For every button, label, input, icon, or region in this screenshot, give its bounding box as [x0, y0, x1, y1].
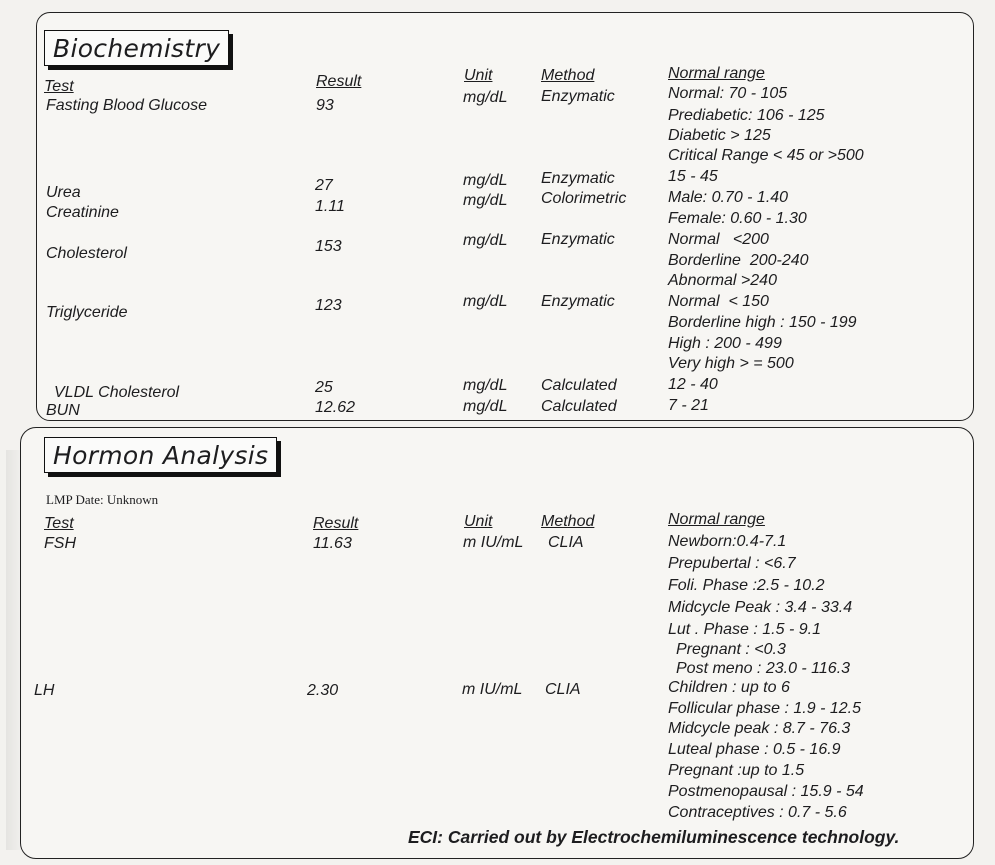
hormone-range-line: Lut . Phase : 1.5 - 9.1: [668, 621, 821, 638]
bio-test-name: Creatinine: [46, 204, 119, 221]
bio-method: Enzymatic: [541, 170, 615, 187]
bio-test-name: Urea: [46, 184, 81, 201]
bio-test-name: Cholesterol: [46, 245, 127, 262]
bio-range-line: 15 - 45: [668, 168, 718, 185]
lmp-date: LMP Date: Unknown: [46, 492, 159, 507]
biochemistry-panel: [36, 12, 974, 421]
hormone-result: 11.63: [313, 535, 352, 552]
bio-header-result: Result: [316, 73, 362, 90]
bio-range-line: Borderline high : 150 - 199: [668, 314, 857, 331]
bio-unit: mg/dL: [463, 89, 508, 106]
hormone-header-method: Method: [541, 513, 595, 530]
hormone-method: CLIA: [545, 681, 581, 698]
bio-range-line: Normal: 70 - 105: [668, 85, 788, 102]
hormone-range-line: Midcycle Peak : 3.4 - 33.4: [668, 599, 853, 616]
hormone-range-line: Prepubertal : <6.7: [668, 555, 796, 572]
bio-range-line: Prediabetic: 106 - 125: [668, 107, 825, 124]
bio-method: Enzymatic: [541, 293, 615, 310]
hormone-range-line: Newborn:0.4-7.1: [668, 533, 787, 550]
bio-result: 123: [315, 297, 342, 314]
hormone-unit: m IU/mL: [463, 534, 524, 551]
bio-header-unit: Unit: [464, 67, 493, 84]
bio-range-line: Borderline 200-240: [668, 252, 809, 269]
bio-range-line: Female: 0.60 - 1.30: [668, 210, 807, 227]
hormone-header-result: Result: [313, 515, 359, 532]
hormone-range-line: Post meno : 23.0 - 116.3: [676, 660, 851, 677]
hormone-range-line: Midcycle peak : 8.7 - 76.3: [668, 720, 851, 737]
bio-range-line: High : 200 - 499: [668, 335, 782, 352]
bio-header-method: Method: [541, 67, 595, 84]
bio-method: Colorimetric: [541, 190, 627, 207]
hormone-test-name: LH: [34, 682, 55, 699]
bio-test-name: VLDL Cholesterol: [54, 384, 180, 401]
hormone-method: CLIA: [548, 534, 584, 551]
bio-unit: mg/dL: [463, 293, 508, 310]
bio-unit: mg/dL: [463, 377, 508, 394]
bio-range-line: Very high > = 500: [668, 355, 794, 372]
bio-method: Calculated: [541, 398, 617, 415]
bio-range-line: 12 - 40: [668, 376, 718, 393]
hormone-range-line: Follicular phase : 1.9 - 12.5: [668, 700, 861, 717]
bio-header-range: Normal range: [668, 65, 765, 82]
bio-method: Enzymatic: [541, 231, 615, 248]
bio-result: 1.11: [315, 198, 345, 215]
bio-header-test: Test: [44, 78, 74, 95]
bio-result: 27: [315, 177, 333, 194]
hormone-range-line: Pregnant :up to 1.5: [668, 762, 805, 779]
scan-shadow: [6, 450, 24, 850]
hormone-header-range: Normal range: [668, 511, 765, 528]
bio-range-line: Male: 0.70 - 1.40: [668, 189, 789, 206]
hormone-range-line: Children : up to 6: [668, 679, 790, 696]
bio-test-name: BUN: [46, 402, 80, 419]
bio-range-line: 7 - 21: [668, 397, 709, 414]
bio-range-line: Normal < 150: [668, 293, 769, 310]
hormone-range-line: Contraceptives : 0.7 - 5.6: [668, 804, 847, 821]
bio-range-line: Normal <200: [668, 231, 769, 248]
biochemistry-title: Biochemistry: [44, 30, 229, 66]
hormone-range-line: Luteal phase : 0.5 - 16.9: [668, 741, 841, 758]
bio-range-line: Critical Range < 45 or >500: [668, 147, 864, 164]
hormone-test-name: FSH: [44, 535, 76, 552]
bio-result: 93: [316, 97, 334, 114]
bio-test-name: Triglyceride: [46, 304, 128, 321]
bio-unit: mg/dL: [463, 398, 508, 415]
hormone-range-line: Postmenopausal : 15.9 - 54: [668, 783, 864, 800]
bio-test-name: Fasting Blood Glucose: [46, 97, 207, 114]
bio-method: Enzymatic: [541, 88, 615, 105]
hormone-range-line: Foli. Phase :2.5 - 10.2: [668, 577, 825, 594]
footnote: ECI: Carried out by Electrochemiluminescence technology.: [408, 827, 900, 847]
hormone-header-unit: Unit: [464, 513, 493, 530]
hormone-range-line: Pregnant : <0.3: [676, 641, 786, 658]
hormone-title: Hormon Analysis: [44, 437, 277, 473]
bio-unit: mg/dL: [463, 192, 508, 209]
bio-range-line: Abnormal >240: [668, 272, 777, 289]
bio-unit: mg/dL: [463, 232, 508, 249]
hormone-header-test: Test: [44, 515, 74, 532]
hormone-unit: m IU/mL: [462, 681, 523, 698]
bio-result: 12.62: [315, 399, 356, 416]
bio-result: 25: [315, 379, 333, 396]
bio-method: Calculated: [541, 377, 617, 394]
hormone-result: 2.30: [307, 682, 339, 699]
bio-result: 153: [315, 238, 342, 255]
bio-unit: mg/dL: [463, 172, 508, 189]
bio-range-line: Diabetic > 125: [668, 127, 771, 144]
